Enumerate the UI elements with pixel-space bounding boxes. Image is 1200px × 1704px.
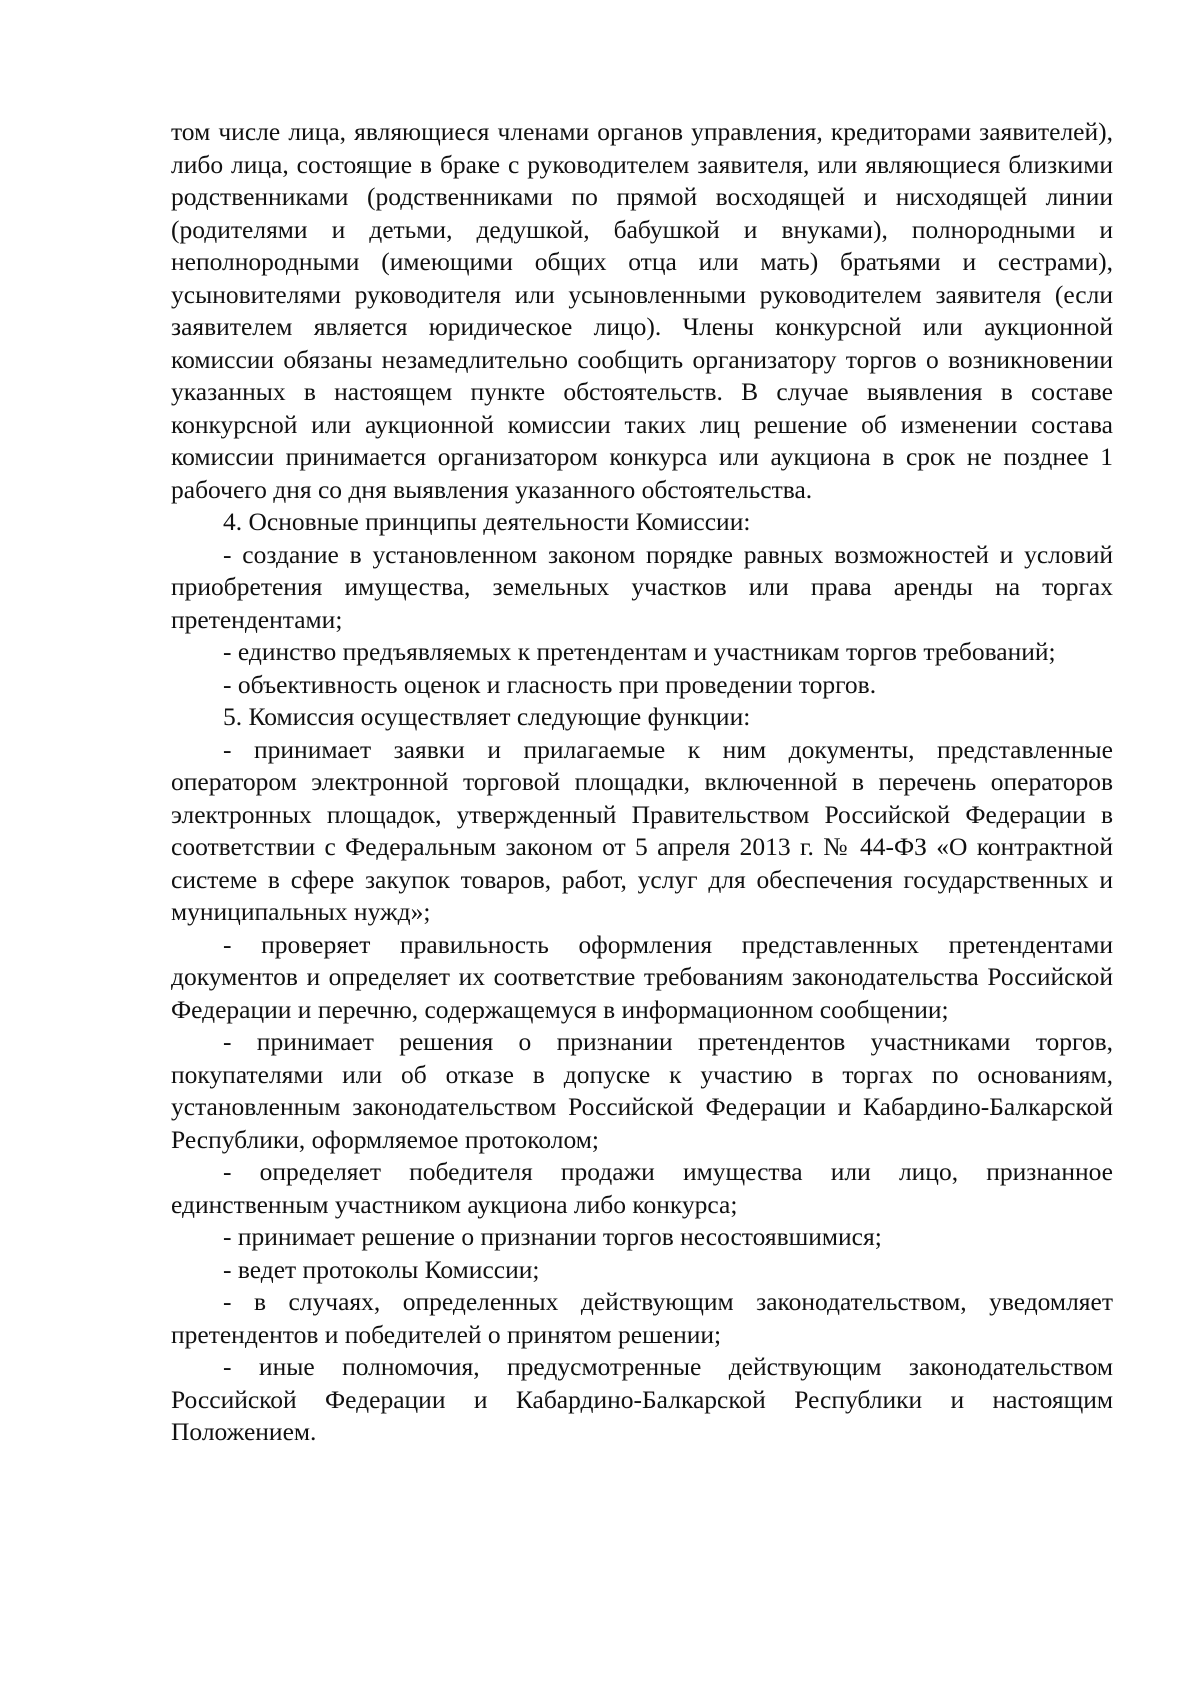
section-5-heading: 5. Комиссия осуществляет следующие функции: xyxy=(223,702,751,731)
section-4-heading: 4. Основные принципы деятельности Комиссии: xyxy=(223,507,751,536)
section-5-item: - проверяет правильность оформления представленных претендентами документов и определяет их соответствие требованиям законодательства Российской Федерации и перечню, содержащемуся в информационном сообщении; xyxy=(171,929,1113,1024)
section-5-item: - принимает решения о признании претендентов участниками торгов, покупателями или об отказе в допуске к участию в торгах по основаниям, установленным законодательством Российской Федерации и Кабардино-Балкарской Республики, оформляемое протоколом; xyxy=(171,1027,1113,1154)
section-5-item: - принимает решение о признании торгов несостоявшимися; xyxy=(223,1222,882,1251)
section-5-item: - принимает заявки и прилагаемые к ним документы, представленные оператором электронной торговой площадки, включенной в перечень операторов электронных площадок, утвержденный Правительством Российской Федерации в соответствии с Федеральным законом от 5 апреля 2013 г. № 44-ФЗ «О контрактной системе в сфере закупок товаров, работ, услуг для обеспечения государственных и муниципальных нужд»; xyxy=(171,734,1113,926)
section-4-item: - единство предъявляемых к претендентам и участникам торгов требований; xyxy=(223,637,1056,666)
section-5-item: - ведет протоколы Комиссии; xyxy=(223,1254,540,1284)
paragraph-continuation: том числе лица, являющиеся членами органов управления, кредиторами заявителей), либо лица, состоящие в браке с руководителем заявителя, или являющиеся близкими родственниками (родственниками по прямой восходящей и нисходящей линии (родителями и детьми, дедушкой, бабушкой и внуками), полнородными и неполнородными (имеющими общих отца или мать) братьями и сестрами), усыновителями руководителя или усыновленными руководителем заявителя (если заявителем является юридическое лицо). Члены конкурсной или аукционной комиссии обязаны незамедлительно сообщить организатору торгов о возникновении указанных в настоящем пункте обстоятельств. В случае выявления в составе конкурсной или аукционной комиссии таких лиц решение об изменении состава комиссии принимается организатором конкурса или аукциона в срок не позднее 1 рабочего дня со дня выявления указанного обстоятельства. xyxy=(171,117,1113,504)
document-body xyxy=(171,116,1113,1449)
section-5-item: - иные полномочия, предусмотренные действующим законодательством Российской Федерации и Кабардино-Балкарской Республики и настоящим Положением. xyxy=(171,1352,1113,1446)
section-4-item: - создание в установленном законом порядке равных возможностей и условий приобретения имущества, земельных участков или права аренды на торгах претендентами; xyxy=(171,539,1113,634)
section-5-item: - в случаях, определенных действующим законодательством, уведомляет претендентов и победителей о принятом решении; xyxy=(171,1287,1113,1349)
section-5-item: - определяет победителя продажи имущества или лицо, признанное единственным участником аукциона либо конкурса; xyxy=(171,1157,1113,1219)
section-4-item: - объективность оценок и гласность при проведении торгов. xyxy=(223,669,877,699)
